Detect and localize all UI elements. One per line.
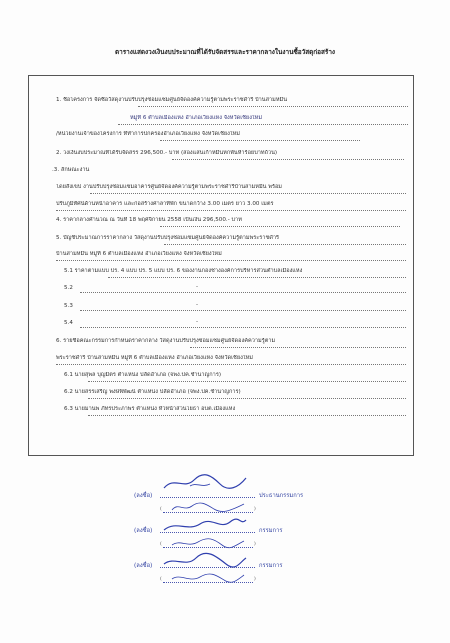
dotted-line [90,193,406,194]
row-agency: /หน่วยงานเจ้าของโครงการ ที่ทำการปกครองอำเภอเวียงแหง จังหวัดเชียงใหม่ [56,131,240,137]
signature-prefix-3: (ลงชื่อ) [134,563,153,569]
dotted-line [80,327,406,328]
dotted-line [80,292,406,293]
row-6-1: 6.1 นายสุพล บุญมิตร ตำแหน่ง ปลัดอำเภอ (จพง.ปค.ชำนาญการ) [64,372,222,378]
row-work-type: .3. ลักษณะงาน [52,167,90,173]
row-5-2-value: - [196,284,199,290]
row-5-1: 5.1 ราคาตามแบบ ปร. 4 แบบ ปร. 5 แบบ ปร. 6 ของงานกองช่างองค์การบริหารส่วนตำบลเมืองแหง [64,268,303,274]
dotted-line [172,159,404,160]
row-work-desc-1: โดยสังเขป งานปรับปรุงซ่อมแซมอาคารศูนย์จัดองค์ความรู้ตามพระราชดำริบ้านสามหมื่น พร้อม [56,184,282,190]
dotted-line [88,381,406,382]
row-project-name: 1. ชื่อโครงการ จัดซื้อวัสดุงานปรับปรุงซ่อมแซมศูนย์จัดองค์ความรู้ตามพระราชดำริ บ้านสามหมื่น [56,97,288,103]
dotted-line [88,398,406,399]
dotted-line [118,124,408,125]
signature-role-2: กรรมการ [259,528,283,534]
signature-mark-1 [160,472,250,494]
signature-bracket-2b: ) [254,542,256,547]
row-median-price: 4. ราคากลางคำนวณ ณ วันที่ 18 พฤศจิกายน 2558 เป็นเงิน 296,500.- บาท [56,217,242,223]
dotted-line [160,226,400,227]
row-estimate-location: บ้านสามหมื่น หมู่ที่ 6 ตำบลเมืองแหง อำเภอเวียงแหง จังหวัดเชียงใหม่ [56,251,222,257]
dotted-line [190,347,406,348]
row-estimate-list: 5. บัญชีประมาณการราคากลาง วัสดุงานปรับปรุงซ่อมแซมศูนย์จัดองค์ความรู้ตามพระราชดำริ [56,235,280,241]
signature-bracket-3: ( [160,577,162,582]
row-6-3: 6.3 นายมานพ ภัทรประภาพร ตำแหน่ง หัวหน้าส่วนโยธา อบต.เมืองแหง [64,406,236,412]
signature-prefix-2: (ลงชื่อ) [134,528,153,534]
dotted-line [80,310,406,311]
dotted-line [160,140,360,141]
row-5-4-value: - [196,319,199,325]
row-work-desc-2: ปรับภูมิทัศน์ด้านหน้าอาคาร และก่อสร้างศาลาที่พัก ขนาดกว้าง 3.00 เมตร ยาว 3.00 เมตร [56,201,274,207]
signature-name-line-1 [163,512,253,513]
signature-bracket-3b: ) [254,577,256,582]
signature-name-line-2 [163,547,253,548]
signature-role-1: ประธานกรรมการ [259,493,304,499]
signature-line-2 [160,532,255,533]
signature-mark-3 [160,552,250,572]
row-6-2: 6.2 นายสรรเสริญ พงษ์พิพัฒน์ ตำแหน่ง ปลัดอำเภอ (จพง.ปค.ชำนาญการ) [64,389,241,395]
dotted-line [56,210,406,211]
row-budget: 2. วงเงินงบประมาณที่ได้รับจัดสรร 296,500.- บาท (สองแสนเก้าหมื่นหกพันห้าร้อยบาทถ้วน) [56,150,278,156]
dotted-line [56,364,406,365]
row-project-location: หมู่ที่ 6 ตำบลเมืองแหง อำเภอเวียงแหง จังหวัดเชียงใหม่ [130,115,263,121]
row-committee: 6. รายชื่อคณะกรรมการกำหนดราคากลาง วัสดุงานปรับปรุงซ่อมแซมศูนย์จัดองค์ความรู้ตาม [56,338,276,344]
row-5-4-label: 5.4 [64,320,73,326]
dotted-line [88,415,406,416]
signature-name-line-3 [163,582,253,583]
dotted-line [138,106,408,107]
dotted-line [56,260,406,261]
row-committee-location: พระราชดำริ บ้านสามหมื่น หมู่ที่ 6 ตำบลเมืองแหง อำเภอเวียงแหง จังหวัดเชียงใหม่ [56,355,253,361]
signature-bracket-1: ( [160,507,162,512]
signature-mark-2 [160,516,250,536]
row-5-3-value: - [196,302,199,308]
signature-line-3 [160,567,255,568]
signature-section [0,470,450,630]
row-5-3-label: 5.3 [64,303,73,309]
signature-line-1 [160,497,255,498]
row-5-2-label: 5.2 [64,285,73,291]
signature-role-3: กรรมการ [259,563,283,569]
signature-prefix-1: (ลงชื่อ) [134,493,153,499]
signature-bracket-1b: ) [254,507,256,512]
signature-bracket-2: ( [160,542,162,547]
dotted-line [108,277,406,278]
dotted-line [164,244,406,245]
document-title: ตารางแสดงวงเงินงบประมาณที่ได้รับจัดสรรและราคากลางในงานซื้อวัสดุก่อสร้าง [114,48,336,56]
